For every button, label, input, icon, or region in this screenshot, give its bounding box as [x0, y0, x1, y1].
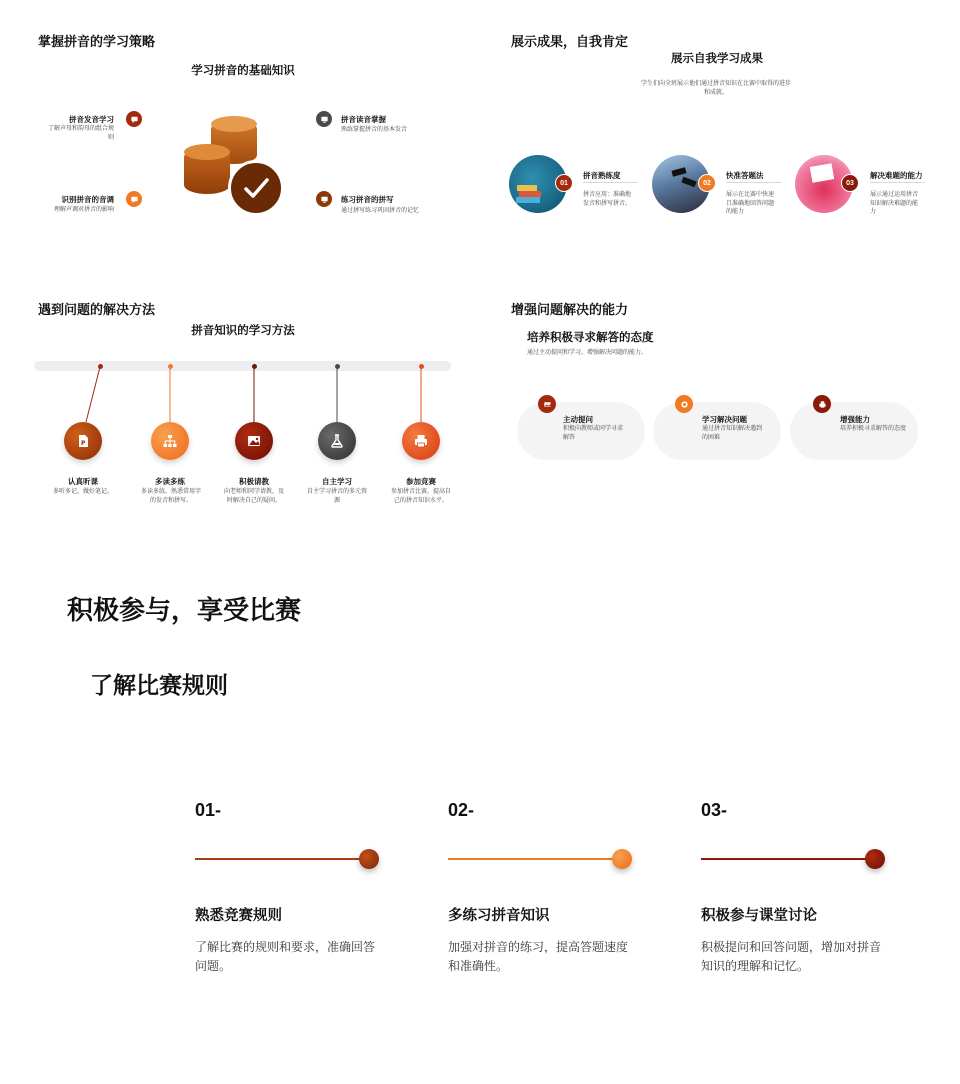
- item-desc: 多读多练，熟悉常用字的发音和拼写。: [140, 489, 201, 504]
- divider: [870, 182, 925, 183]
- item-desc: 拼音应用：准确地发音和拼写拼音。: [583, 192, 632, 207]
- slide-subtitle: 了解比赛规则: [90, 672, 228, 698]
- step-title: 积极参与课堂讨论: [701, 908, 817, 924]
- item-desc: 通过拼写练习巩固拼音的记忆: [341, 208, 420, 214]
- step-title: 多练习拼音知识: [448, 908, 550, 924]
- item-desc: 培养积极寻求解答的态度: [840, 426, 907, 432]
- monitor-icon: [316, 191, 332, 207]
- sitemap-icon: [151, 422, 189, 460]
- step-desc: 了解比赛的规则和要求，准确回答问题。: [195, 940, 376, 973]
- item-desc: 通过拼音知识解决遇到的困难: [702, 426, 763, 441]
- slide-competition-rules: [0, 540, 960, 1084]
- step-line: [195, 858, 365, 860]
- printer-icon: [402, 422, 440, 460]
- slide-subtitle: 培养积极寻求解答的态度: [527, 332, 654, 344]
- step-marker: [865, 849, 885, 869]
- monitor-icon: [316, 111, 332, 127]
- item-label: 积极请教: [239, 477, 269, 486]
- item-label: 主动提问: [563, 415, 593, 424]
- item-label: 学习解决问题: [702, 415, 747, 424]
- coins-illustration: [180, 110, 290, 222]
- item-label: 快准答题法: [726, 171, 764, 180]
- step-marker: [612, 849, 632, 869]
- divider: [726, 182, 781, 183]
- chat-icon: [126, 191, 142, 207]
- item-label: 自主学习: [322, 477, 352, 486]
- item-label: 识别拼音的音调: [61, 195, 114, 204]
- slide-subtitle: 学习拼音的基础知识: [191, 65, 295, 77]
- slide-title: 增强问题解决的能力: [511, 302, 629, 317]
- step-marker: [359, 849, 379, 869]
- step-number: 01-: [195, 800, 222, 820]
- slide-problem-solving: [0, 270, 480, 540]
- item-label: 拼音熟练度: [583, 171, 621, 180]
- slide-title: 展示成果，自我肯定: [511, 34, 629, 49]
- timeline-dot: [335, 364, 340, 369]
- item-desc: 熟练掌握拼音的基本发音: [341, 127, 408, 133]
- step-number: 02-: [448, 800, 475, 820]
- slide-subtitle: 拼音知识的学习方法: [191, 325, 295, 337]
- timeline-dot: [252, 364, 257, 369]
- item-desc: 理解声调对拼音的影响: [53, 207, 114, 213]
- divider: [583, 182, 638, 183]
- item-label: 拼音读音掌握: [341, 115, 386, 124]
- slide-subtitle: 展示自我学习成果: [671, 53, 763, 65]
- timeline-dot: [168, 364, 173, 369]
- step-line: [701, 858, 871, 860]
- picture-icon: [538, 395, 556, 413]
- slide-pinyin-strategy: [0, 0, 480, 270]
- timeline-dot: [419, 364, 424, 369]
- item-desc: 多听多记，做好笔记。: [52, 489, 113, 495]
- step-line: [448, 858, 618, 860]
- item-label: 增强能力: [840, 415, 870, 424]
- item-desc: 向老师和同学请教，及时解决自己的疑问。: [223, 489, 284, 504]
- target-icon: [675, 395, 693, 413]
- item-label: 参加竞赛: [406, 477, 436, 486]
- slide-title: 积极参与，享受比赛: [67, 595, 302, 625]
- item-label: 拼音发音学习: [69, 115, 114, 124]
- checkmark-icon: [228, 160, 284, 216]
- slide-intro: 通过主动提问和学习，增强解决问题的能力。: [527, 350, 648, 356]
- item-desc: 展示通过运用拼音知识解决难题的能力: [870, 192, 919, 216]
- number-badge: 03: [841, 174, 859, 192]
- item-desc: 展示在比赛中快速且准确地回答问题的能力: [726, 192, 775, 216]
- slide-title: 掌握拼音的学习策略: [38, 34, 156, 49]
- item-desc: 参加拼音比赛，提高自己的拼音知识水平。: [390, 489, 451, 504]
- number-badge: 02: [698, 174, 716, 192]
- item-label: 练习拼音的拼写: [341, 195, 394, 204]
- slide-strengthen-ability: [480, 270, 960, 540]
- document-icon: [64, 422, 102, 460]
- slide-title: 遇到问题的解决方法: [38, 302, 156, 317]
- printer-icon: [813, 395, 831, 413]
- timeline-dot: [98, 364, 103, 369]
- flask-icon: [318, 422, 356, 460]
- image-icon: [235, 422, 273, 460]
- number-badge: 01: [555, 174, 573, 192]
- item-desc: 了解声母和韵母的组合规则: [47, 126, 114, 141]
- svg-text:P: P: [81, 440, 86, 447]
- step-number: 03-: [701, 800, 728, 820]
- item-desc: 积极向教师或同学寻求解答: [563, 426, 624, 441]
- slide-intro: 学生们向全班展示他们通过拼音知识在比赛中取得的进步和成就。: [640, 81, 791, 96]
- step-desc: 积极提问和回答问题，增加对拼音知识的理解和记忆。: [701, 940, 882, 973]
- item-label: 多读多练: [155, 477, 185, 486]
- item-label: 解决难题的能力: [870, 171, 923, 180]
- item-label: 认真听课: [68, 477, 98, 486]
- step-desc: 加强对拼音的练习，提高答题速度和准确性。: [448, 940, 629, 973]
- chat-icon: [126, 111, 142, 127]
- step-title: 熟悉竞赛规则: [195, 908, 282, 924]
- item-desc: 自主学习拼音的多元资源: [307, 489, 368, 504]
- slide-show-results: [480, 0, 960, 270]
